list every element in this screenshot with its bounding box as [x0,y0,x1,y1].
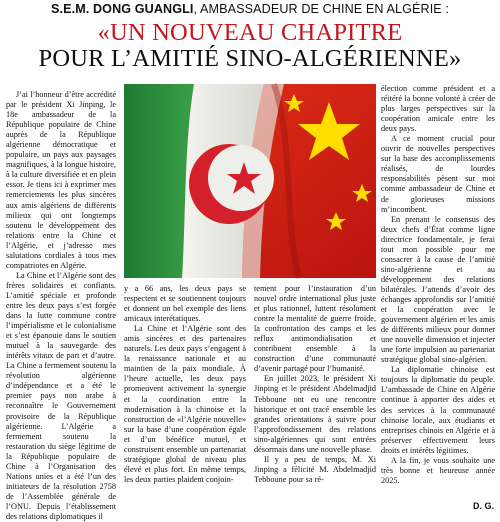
paragraph: y a 66 ans, les deux pays se respectent et se soutiennent toujours et donnent un bel exemple des liens amicaux interétatiques. [124,284,246,324]
article-column-1 [6,90,116,521]
paragraph: La Chine et l’Algérie sont des frères solidaires et confiants. L’amitié spéciale et profonde entre les deux pays s’est forgée dans la lutte commune contre l’impérialisme et le colonialisme et s’est épanouie dans le soutien mutuel à la sauvegarde des intérêts vitaux de part et d’autre. La Chine a fermement soutenu la révolution algérienne d’indépendance et a été le premier pays non arabe à reconnaître le Gouvernement provisoire de la République algérienne. L’Algérie a fermement soutenu la restauration du siège légitime de la République populaire de Chine à l’Organisation des Nations unies et a été l’un des initiateurs de la résolution 2758 de l’Assemblée générale de l’ONU. Depuis l’établissement des relations diplomatiques il [6,270,116,521]
paragraph: A la fin, je vous souhaite une très bonne et heureuse année 2025. [381,455,495,485]
author-signature: D. G. [472,501,494,511]
paragraph: tement pour l’instauration d’un nouvel ordre international plus juste et plus rationnel, luttent résolument contre la mentalité de guerre froide, la confrontation des camps et les reflux antimondialisation et contribuent ensemble à la construction d’une communauté d’avenir partagé pour l’humanité. [254,284,376,374]
algeria-china-flags-image [124,84,376,278]
paragraph: Il y a peu de temps, M. Xi Jinping a félicité M. Abdelmadjid Tebboune pour sa ré- [254,454,376,484]
paragraph: En juillet 2023, le président Xi Jinping et le président Abdelmadjid Tebboune ont eu une rencontre historique et ont tracé ensemble les grandes orientations à suivre pour l’approfondissement des relations sino-algériennes qui sont entrées désormais dans une nouvelle phase. [254,374,376,454]
paragraph: En prenant le consensus des deux chefs d’État comme ligne directrice fondamentale, je ferai tout mon possible pour me consacrer à la cause de l’amitié sino-algérienne et au développement des relations bilatérales. J’attends d’avoir des échanges approfondis sur l’amitié et la coopération avec le gouvernement algérien et les amis de différents milieux pour donner une nouvelle dimension et injecter une forte impulsion au partenariat stratégique global sino-algérien. [381,214,495,365]
headline-line-1: «UN NOUVEAU CHAPITRE [97,19,403,46]
author-role: , AMBASSADEUR DE CHINE EN ALGÉRIE : [193,2,449,16]
paragraph: J’ai l’honneur d’être accrédité par le président Xi Jinping, le 18e ambassadeur de la République populaire de Chine auprès de la République algérienne démocratique et populaire, un pays aux paysages magnifiques, à la longue histoire, à la culture diversifiée et en plein essor. Je tiens ici à exprimer mes remerciements les plus sincères aux amis algériens de différents milieux qui ont longtemps soutenu le développement des relations entre la Chine et l’Algérie, et j’adresse mes salutations cordiales à tous mes compatriotes en Algérie. [6,90,116,270]
paragraph: A ce moment crucial pour ouvrir de nouvelles perspectives sur la base des accomplissements réalisés, de lourdes responsabilités pèsent sur moi comme ambassadeur de Chine et de glorieuses missions m’incombent. [381,134,495,214]
author-name: S.E.M. DONG GUANGLI [51,2,194,16]
paragraph: La Chine et l’Algérie sont des amis sincères et des partenaires naturels. Les deux pays s’engagent à la renaissance nationale et au maintien de la paix mondiale. À l’heure actuelle, les deux pays promeuvent activement la synergie et la coordination entre la modernisation à la chinoise et la construction de «l’Algérie nouvelle» sur la base d’une coopération égale et d’un bénéfice mutuel, et construisent ensemble un partenariat stratégique global de niveau plus élevé et plus fort. En même temps, les deux parties plaident conjoin- [124,324,246,484]
headline-line-2: POUR L’AMITIÉ SINO-ALGÉRIENNE» [38,45,462,72]
kicker-line [0,2,500,16]
paragraph: La diplomatie chinoise est toujours la diplomatie du peuple. L’ambassade de Chine en Algérie continue à apporter des aides et des services à la communauté chinoise locale, aux étudiants et entreprises chinois en Algérie et à préserver effectivement leurs droits et intérêts légitimes. [381,365,495,455]
paragraph: élection comme président et a réitéré la bonne volonté à créer de plus larges perspectives sur la coopération amicale entre les deux pays. [381,84,495,134]
article-column-2 [124,284,246,514]
article-column-3 [254,284,376,514]
article-column-4 [381,84,495,514]
flags-photo [124,84,376,278]
